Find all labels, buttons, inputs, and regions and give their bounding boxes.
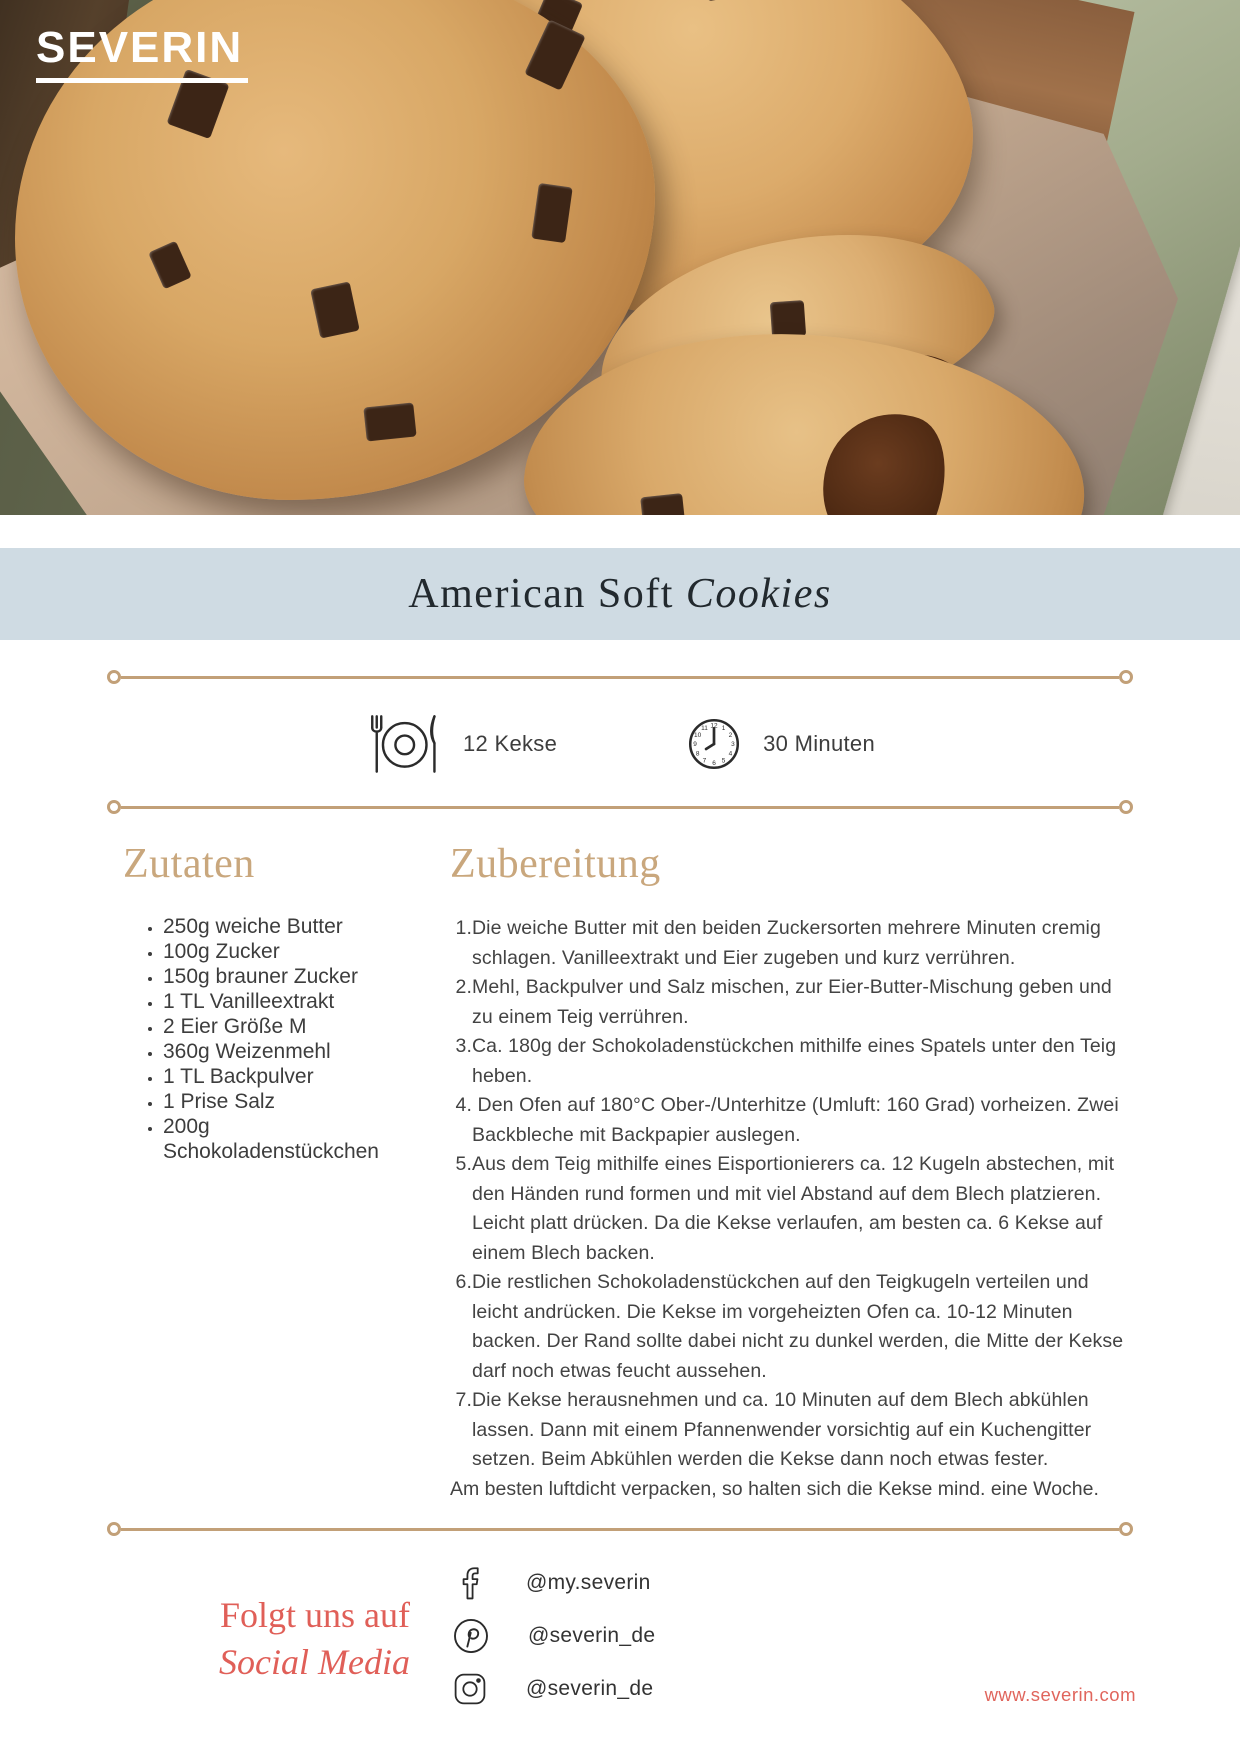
divider-end-dot [107,800,121,814]
hero-photo [0,0,1240,515]
ingredient-item: • 2 Eier Größe M [163,1014,423,1039]
website-link[interactable]: www.severin.com [984,1684,1136,1705]
divider-end-dot [107,1522,121,1536]
severin-logo-text: SEVERIN [36,23,244,72]
chocolate-chunk [640,493,686,515]
page-title-regular: American Soft [408,571,686,617]
preparation-section [423,840,1136,1504]
svg-text:11: 11 [701,725,708,733]
preparation-step: Die restlichen Schokoladenstückchen auf den Teigkugeln verteilen und leicht andrücken. Die Kekse im vorgeheizten Ofen ca. 10-12 Minuten backen. Der Rand sollte dabei nicht zu dunkel werden, die Mitte der Kekse darf noch etwas feucht aussehen. [472,1271,1124,1382]
preparation-step: Den Ofen auf 180°C Ober-/Unterhitze (Umluft: 160 Grad) vorheizen. Zwei Backbleche mit Backpapier auslegen. [472,1094,1119,1146]
divider-end-dot [1119,670,1133,684]
page-title [408,570,831,618]
svg-text:12: 12 [710,722,718,730]
preparation-step: Aus dem Teig mithilfe eines Eisportionierers ca. 12 Kugeln abstechen, mit den Händen rund formen und mit viel Abstand auf dem Blech platzieren. Leicht platt drücken. Da die Kekse verlaufen, am besten ca. 6 Kekse auf einem Blech backen. [472,1153,1115,1264]
divider-end-dot [1119,800,1133,814]
ingredient-item: • 1 Prise Salz [163,1089,423,1114]
ingredient-item: • 150g brauner Zucker [163,964,423,989]
follow-us-line1: Folgt uns auf [219,1595,410,1635]
pinterest-handle[interactable]: @severin_de [528,1624,656,1647]
divider [107,670,1133,684]
svg-text:2: 2 [728,731,733,739]
recipe-content [0,814,1240,1504]
ingredient-item: • 360g Weizenmehl [163,1039,423,1064]
divider-line [121,806,1119,809]
divider [107,1522,1133,1536]
preparation-step: Die weiche Butter mit den beiden Zuckersorten mehrere Minuten cremig schlagen. Vanilleextrakt und Eier zugeben und kurz verrühren. [472,917,1101,969]
title-banner [0,548,1240,640]
divider-end-dot [107,670,121,684]
clock-icon [687,717,741,771]
ingredient-item: • 200g Schokoladenstückchen [163,1114,423,1164]
chocolate-chunk [148,241,192,290]
preparation-step: Die Kekse herausnehmen und ca. 10 Minuten auf dem Blech abkühlen lassen. Dann mit einem Pfannenwender vorsichtig auf ein Kuchengitter setzen. Beim Abkühlen werden die Kekse dann noch etwas fester. [472,1389,1092,1470]
divider-end-dot [1119,1522,1133,1536]
instagram-handle[interactable]: @severin_de [526,1677,654,1700]
ingredients-list [123,914,423,1164]
servings-label: 12 Kekse [463,731,558,756]
ingredients-heading: Zutaten [123,841,255,887]
svg-text:5: 5 [721,757,726,765]
time-info [687,717,875,771]
social-row-facebook[interactable] [452,1564,655,1602]
chocolate-chunk [363,402,416,441]
follow-us-heading [180,1592,410,1686]
melted-chocolate [805,395,964,515]
follow-us-line2: Social Media [219,1641,410,1682]
chocolate-chunk [531,183,572,243]
ingredients-section [123,840,423,1504]
svg-text:6: 6 [712,760,716,768]
svg-text:4: 4 [728,750,733,758]
svg-text:7: 7 [702,757,707,765]
preparation-step: Ca. 180g der Schokoladenstückchen mithilfe eines Spatels unter den Teig heben. [472,1035,1117,1087]
ingredient-item: • 1 TL Vanilleextrakt [163,989,423,1014]
chocolate-chunk [703,0,733,1]
social-links [452,1564,655,1708]
svg-text:3: 3 [731,741,735,749]
servings-info [365,711,557,777]
chocolate-chunk [770,300,806,338]
severin-logo-underline [36,78,248,83]
preparation-steps [450,914,1136,1475]
plate-cutlery-icon [365,711,441,777]
facebook-handle[interactable]: @my.severin [526,1571,651,1594]
ingredient-item: • 250g weiche Butter [163,914,423,939]
divider-line [121,1528,1119,1531]
preparation-step: Mehl, Backpulver und Salz mischen, zur Eier-Butter-Mischung geben und zu einem Teig verrühren. [472,976,1112,1028]
svg-text:9: 9 [693,741,698,749]
instagram-icon [452,1671,488,1707]
svg-text:1: 1 [721,725,726,733]
ingredient-item: • 1 TL Backpulver [163,1064,423,1089]
svg-text:8: 8 [695,750,700,758]
footer [0,1536,1240,1708]
recipe-meta-row [0,708,1240,780]
divider-line [121,676,1119,679]
facebook-icon [452,1565,488,1601]
social-row-pinterest[interactable] [452,1617,655,1655]
social-row-instagram[interactable] [452,1670,655,1708]
preparation-heading: Zubereitung [450,841,661,887]
severin-logo [36,23,248,83]
chocolate-chunk [310,281,360,338]
svg-text:10: 10 [694,731,702,739]
divider [107,800,1133,814]
pinterest-icon [452,1617,490,1655]
spacer [0,515,1240,548]
page-title-italic: Cookies [685,571,832,617]
storage-note: Am besten luftdicht verpacken, so halten sich die Kekse mind. eine Woche. [450,1477,1099,1500]
ingredient-item: • 100g Zucker [163,939,423,964]
time-label: 30 Minuten [763,731,875,756]
